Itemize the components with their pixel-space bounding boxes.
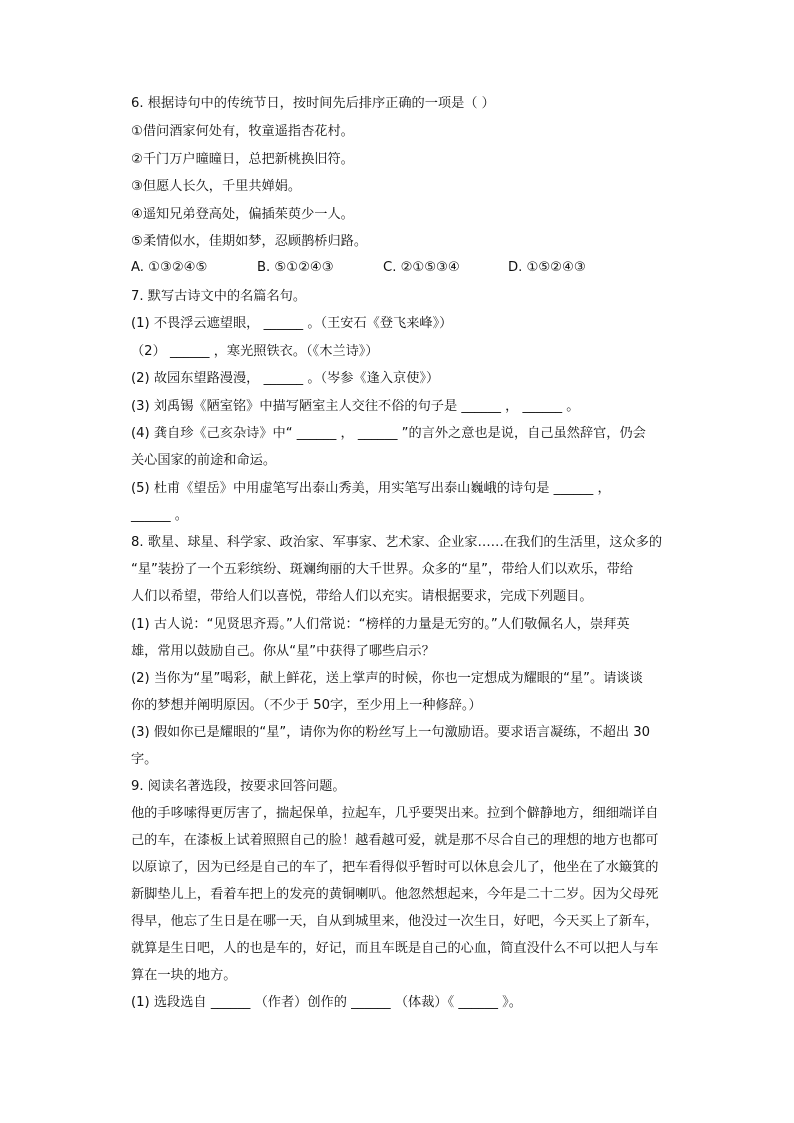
q9-passage-line-4: 新脚垫儿上，看着车把上的发亮的黄铜喇叭。他忽然想起来，今年是二十二岁。因为父母死 bbox=[131, 887, 659, 902]
q9-passage-line-5: 得早，他忘了生日是在哪一天，自从到城里来，他没过一次生日，好吧，今天买上了新车， bbox=[131, 914, 659, 929]
q9-passage-line-1: 他的手哆嗦得更厉害了，揣起保单，拉起车，几乎要哭出来。拉到个僻静地方，细细端详自 bbox=[131, 806, 659, 821]
q8-line-2: “星”装扮了一个五彩缤纷、斑斓绚丽的大千世界。众多的“星”，带给人们以欢乐，带给 bbox=[131, 562, 634, 577]
q9-passage-line-6: 就算是生日吧，人的也是车的，好记，而且车既是自己的心血，简直没什么不可以把人与车 bbox=[131, 941, 659, 956]
q8-line-9: 字。 bbox=[131, 752, 158, 767]
q7-line-6: 关心国家的前途和命运。 bbox=[131, 453, 277, 468]
q6-option-b: B. ⑤①②④③ bbox=[257, 260, 334, 275]
q7-line-7: (5) 杜甫《望岳》中用虚笔写出泰山秀美，用实笔写出泰山巍峨的诗句是 ______ ， bbox=[131, 481, 611, 496]
q8-line-7: 你的梦想并阐明原因。（不少于 50字，至少用上一种修辞。） bbox=[131, 698, 482, 713]
q9-passage-line-2: 己的车，在漆板上试着照照自己的脸！越看越可爱，就是那不尽合自己的理想的地方也都可 bbox=[131, 833, 659, 848]
q7-line-4: (3) 刘禹锡《陋室铭》中描写陋室主人交往不俗的句子是 ______ ， ______ 。 bbox=[131, 399, 580, 414]
q6-item-3: ③但愿人长久，千里共婵娟。 bbox=[131, 179, 302, 194]
q9-stem: 9. 阅读名著选段，按要求回答问题。 bbox=[131, 779, 346, 794]
q6-stem: 6. 根据诗句中的传统节日，按时间先后排序正确的一项是（ ） bbox=[131, 96, 495, 111]
q8-line-8: (3) 假如你已是耀眼的“星”，请你为你的粉丝写上一句激励语。要求语言凝练，不超出 30 bbox=[131, 725, 651, 740]
q7-line-5: (4) 龚自珍《己亥杂诗》中“ ______ ， ______ ”的言外之意也是说，自己虽然辞官，仍会 bbox=[131, 426, 646, 441]
q7-line-8: ______ 。 bbox=[131, 508, 188, 523]
q8-line-5: 雄，常用以鼓励自己。你从“星”中获得了哪些启示？ bbox=[131, 644, 435, 659]
q6-item-2: ②千门万户曈曈日，总把新桃换旧符。 bbox=[131, 152, 354, 167]
q9-sub-question-1: (1) 选段选自 ______ （作者）创作的 ______ （体裁）《 ______ 》。 bbox=[131, 995, 522, 1010]
q6-option-d: D. ①⑤②④③ bbox=[508, 260, 586, 275]
q6-item-5: ⑤柔情似水，佳期如梦，忍顾鹊桥归路。 bbox=[131, 234, 368, 249]
q7-line-3: (2) 故园东望路漫漫， ______ 。（岑参《逢入京使》） bbox=[131, 371, 440, 386]
q8-line-6: (2) 当你为“星”喝彩，献上鲜花，送上掌声的时候，你也一定想成为耀眼的“星”。请谈谈 bbox=[131, 671, 643, 686]
q8-line-1: 8. 歌星、球星、科学家、政治家、军事家、艺术家、企业家……在我们的生活里，这众多的 bbox=[131, 535, 663, 550]
q6-option-a: A. ①③②④⑤ bbox=[131, 260, 208, 275]
q6-item-4: ④遥知兄弟登高处，偏插茱萸少一人。 bbox=[131, 207, 354, 222]
q7-line-1: (1) 不畏浮云遮望眼， ______ 。（王安石《登飞来峰》） bbox=[131, 316, 453, 331]
q9-passage-line-7: 算在一块的地方。 bbox=[131, 968, 237, 983]
q8-line-4: (1) 古人说：“见贤思齐焉。”人们常说：“榜样的力量是无穷的。”人们敬佩名人，崇拜英 bbox=[131, 617, 630, 632]
q7-line-2: （2） ______ ，寒光照铁衣。（《木兰诗》） bbox=[131, 344, 379, 359]
q6-options bbox=[131, 260, 711, 278]
q8-line-3: 人们以希望，带给人们以喜悦，带给人们以充实。请根据要求，完成下列题目。 bbox=[131, 589, 593, 604]
q7-stem: 7. 默写古诗文中的名篇名句。 bbox=[131, 289, 307, 304]
q6-option-c: C. ②①⑤③④ bbox=[383, 260, 460, 275]
q6-item-1: ①借问酒家何处有，牧童遥指杏花村。 bbox=[131, 124, 354, 139]
q9-passage-line-3: 以原谅了，因为已经是自己的车了，把车看得似乎暂时可以休息会儿了，他坐在了水簸箕的 bbox=[131, 860, 659, 875]
